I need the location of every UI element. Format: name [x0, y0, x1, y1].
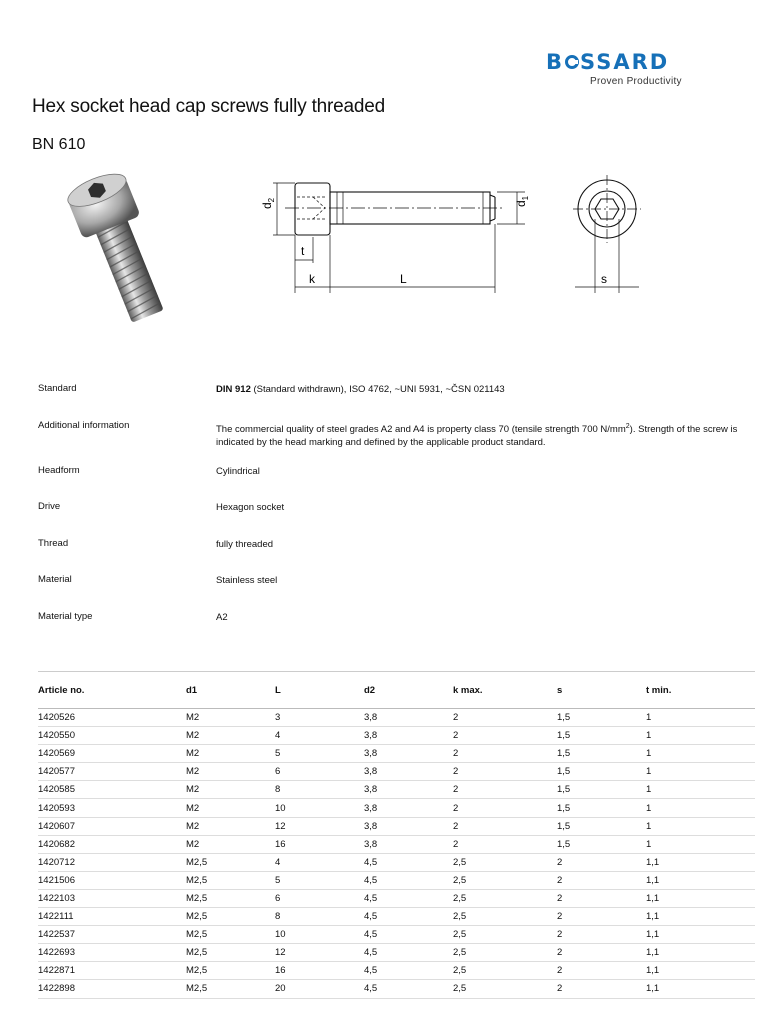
- cell-k-max: 2,5: [453, 962, 557, 980]
- property-value: [216, 383, 750, 396]
- table-row: [38, 926, 755, 944]
- property-material-type: [38, 611, 750, 648]
- cell-k-max: 2: [453, 709, 557, 727]
- cell-article-no[interactable]: 1420712: [38, 853, 186, 871]
- cell-L: 20: [275, 980, 364, 998]
- property-standard: [38, 383, 750, 420]
- cell-d1: M2: [186, 763, 275, 781]
- cell-k-max: 2,5: [453, 853, 557, 871]
- cell-article-no[interactable]: 1420526: [38, 709, 186, 727]
- property-value: fully threaded: [216, 538, 274, 550]
- cell-k-max: 2: [453, 727, 557, 745]
- property-drive: [38, 501, 750, 538]
- properties-list: [38, 383, 750, 647]
- cell-s: 2: [557, 853, 646, 871]
- cell-t-min: 1,1: [646, 871, 755, 889]
- cell-article-no[interactable]: 1422111: [38, 908, 186, 926]
- cell-t-min: 1,1: [646, 889, 755, 907]
- cell-article-no[interactable]: 1422537: [38, 926, 186, 944]
- property-label: Drive: [38, 501, 61, 512]
- cell-d2: 3,8: [364, 835, 453, 853]
- column-header-t-min: t min.: [646, 672, 755, 709]
- cell-t-min: 1,1: [646, 962, 755, 980]
- cell-k-max: 2,5: [453, 889, 557, 907]
- cell-L: 4: [275, 727, 364, 745]
- property-headform: [38, 465, 750, 502]
- cell-article-no[interactable]: 1420577: [38, 763, 186, 781]
- table-row: [38, 980, 755, 998]
- cell-d1: M2: [186, 781, 275, 799]
- table-row: [38, 853, 755, 871]
- product-code: BN 610: [32, 136, 86, 153]
- cell-t-min: 1: [646, 781, 755, 799]
- cell-d1: M2,5: [186, 853, 275, 871]
- cell-t-min: 1: [646, 835, 755, 853]
- property-value: A2: [216, 611, 228, 623]
- cell-d1: M2,5: [186, 944, 275, 962]
- cell-s: 1,5: [557, 781, 646, 799]
- cell-s: 1,5: [557, 709, 646, 727]
- table-body: [38, 709, 755, 999]
- cell-t-min: 1: [646, 727, 755, 745]
- cell-article-no[interactable]: 1420593: [38, 799, 186, 817]
- cell-t-min: 1: [646, 817, 755, 835]
- property-label: Additional information: [38, 419, 130, 431]
- cell-t-min: 1,1: [646, 944, 755, 962]
- cell-t-min: 1: [646, 709, 755, 727]
- cell-s: 2: [557, 962, 646, 980]
- table-row: [38, 871, 755, 889]
- cell-t-min: 1,1: [646, 853, 755, 871]
- property-value: [216, 420, 750, 449]
- cell-d1: M2,5: [186, 926, 275, 944]
- brand-o-icon: [565, 55, 579, 69]
- cell-k-max: 2: [453, 781, 557, 799]
- cell-L: 6: [275, 763, 364, 781]
- cell-d2: 3,8: [364, 817, 453, 835]
- cell-L: 8: [275, 908, 364, 926]
- brand-letters: SSARD: [580, 50, 670, 74]
- property-value: Cylindrical: [216, 465, 260, 477]
- cell-d1: M2: [186, 835, 275, 853]
- cell-s: 2: [557, 980, 646, 998]
- cell-d1: M2,5: [186, 980, 275, 998]
- cell-d1: M2,5: [186, 889, 275, 907]
- label-d1: $d_1$: [514, 195, 530, 207]
- cell-s: 1,5: [557, 727, 646, 745]
- label-L: L: [400, 272, 407, 286]
- cell-s: 1,5: [557, 835, 646, 853]
- cell-s: 2: [557, 871, 646, 889]
- cell-article-no[interactable]: 1422898: [38, 980, 186, 998]
- cell-s: 1,5: [557, 763, 646, 781]
- label-s: s: [601, 272, 607, 286]
- cell-d1: M2: [186, 799, 275, 817]
- cell-t-min: 1,1: [646, 980, 755, 998]
- table-row: [38, 889, 755, 907]
- table-row: [38, 962, 755, 980]
- property-value-text: The commercial quality of steel grades A2 and A4 is property class 70 (tensile strength 700 N/mm: [216, 423, 626, 435]
- brand-wordmark: [546, 50, 686, 74]
- cell-article-no[interactable]: 1422693: [38, 944, 186, 962]
- cell-k-max: 2: [453, 745, 557, 763]
- table-row: [38, 763, 755, 781]
- cell-L: 4: [275, 853, 364, 871]
- cell-t-min: 1: [646, 745, 755, 763]
- cell-L: 3: [275, 709, 364, 727]
- cell-d1: M2,5: [186, 908, 275, 926]
- cell-d2: 3,8: [364, 727, 453, 745]
- cell-L: 10: [275, 799, 364, 817]
- cell-d1: M2,5: [186, 962, 275, 980]
- property-additional-information: [38, 420, 750, 465]
- cell-k-max: 2,5: [453, 980, 557, 998]
- standard-link[interactable]: DIN 912: [216, 384, 251, 395]
- cell-d2: 4,5: [364, 871, 453, 889]
- property-value-text: ). Strength of the screw is indicated by the head marking and defined by the applicable product standard.: [216, 423, 738, 448]
- cell-L: 8: [275, 781, 364, 799]
- cell-s: 2: [557, 926, 646, 944]
- cell-k-max: 2,5: [453, 926, 557, 944]
- table-row: [38, 908, 755, 926]
- cell-L: 10: [275, 926, 364, 944]
- cell-s: 1,5: [557, 799, 646, 817]
- cell-s: 2: [557, 908, 646, 926]
- cell-L: 12: [275, 944, 364, 962]
- cell-d2: 4,5: [364, 980, 453, 998]
- cell-d2: 3,8: [364, 709, 453, 727]
- cell-article-no[interactable]: 1420607: [38, 817, 186, 835]
- table-row: [38, 944, 755, 962]
- cell-article-no[interactable]: 1420550: [38, 727, 186, 745]
- property-label: Thread: [38, 537, 69, 549]
- product-title: Hex socket head cap screws fully threaded: [32, 96, 385, 117]
- cell-k-max: 2: [453, 835, 557, 853]
- cell-k-max: 2: [453, 817, 557, 835]
- column-header-k-max: k max.: [453, 672, 557, 709]
- property-value: Hexagon socket: [216, 502, 285, 513]
- cell-t-min: 1,1: [646, 908, 755, 926]
- technical-drawing: [255, 165, 655, 300]
- cell-k-max: 2: [453, 799, 557, 817]
- table-row: [38, 799, 755, 817]
- cell-L: 5: [275, 745, 364, 763]
- cell-k-max: 2,5: [453, 944, 557, 962]
- property-label: Material type: [38, 610, 93, 622]
- cell-article-no[interactable]: 1420682: [38, 835, 186, 853]
- cell-d2: 3,8: [364, 763, 453, 781]
- property-value: Stainless steel: [216, 575, 278, 586]
- cell-L: 5: [275, 871, 364, 889]
- brand-logo: [546, 50, 686, 87]
- cell-d1: M2: [186, 727, 275, 745]
- cell-d2: 4,5: [364, 908, 453, 926]
- property-label: Headform: [38, 464, 80, 476]
- property-thread: [38, 538, 750, 575]
- cell-t-min: 1: [646, 763, 755, 781]
- cell-k-max: 2,5: [453, 871, 557, 889]
- property-value-superscript: 2: [625, 422, 630, 430]
- table-row: [38, 835, 755, 853]
- column-header-L: L: [275, 672, 364, 709]
- property-label: Standard: [38, 383, 77, 394]
- cell-t-min: 1: [646, 799, 755, 817]
- cell-d2: 4,5: [364, 926, 453, 944]
- cell-L: 16: [275, 962, 364, 980]
- cell-d2: 3,8: [364, 781, 453, 799]
- table-row: [38, 709, 755, 727]
- cell-d2: 4,5: [364, 962, 453, 980]
- cell-article-no[interactable]: 1421506: [38, 871, 186, 889]
- column-header-s: s: [557, 672, 646, 709]
- cell-article-no[interactable]: 1420585: [38, 781, 186, 799]
- screw-photo: [60, 170, 210, 330]
- article-table: [38, 671, 755, 999]
- cell-d2: 4,5: [364, 889, 453, 907]
- property-value-text: (Standard withdrawn), ISO 4762, ~UNI 5931, ~ČSN 021143: [250, 384, 505, 395]
- property-material: [38, 574, 750, 611]
- cell-article-no[interactable]: 1420569: [38, 745, 186, 763]
- cell-s: 1,5: [557, 817, 646, 835]
- cell-article-no[interactable]: 1422871: [38, 962, 186, 980]
- brand-tagline: Proven Productivity: [590, 76, 682, 87]
- cell-s: 2: [557, 944, 646, 962]
- cell-s: 2: [557, 889, 646, 907]
- property-label: Material: [38, 574, 72, 585]
- cell-L: 12: [275, 817, 364, 835]
- cell-L: 16: [275, 835, 364, 853]
- label-d2: $d_2$: [260, 197, 276, 209]
- cell-L: 6: [275, 889, 364, 907]
- label-t: t: [301, 244, 305, 258]
- brand-letter: B: [546, 50, 565, 74]
- cell-d1: M2: [186, 745, 275, 763]
- label-k: k: [309, 272, 315, 286]
- cell-t-min: 1,1: [646, 926, 755, 944]
- table-row: [38, 727, 755, 745]
- cell-s: 1,5: [557, 745, 646, 763]
- cell-d1: M2: [186, 817, 275, 835]
- cell-article-no[interactable]: 1422103: [38, 889, 186, 907]
- cell-k-max: 2,5: [453, 908, 557, 926]
- table-row: [38, 781, 755, 799]
- cell-d2: 3,8: [364, 745, 453, 763]
- column-header-article-no: Article no.: [38, 672, 186, 709]
- column-header-d2: d2: [364, 672, 453, 709]
- table-row: [38, 745, 755, 763]
- column-header-d1: d1: [186, 672, 275, 709]
- cell-d1: M2: [186, 709, 275, 727]
- cell-d2: 4,5: [364, 944, 453, 962]
- cell-k-max: 2: [453, 763, 557, 781]
- table-header-row: [38, 672, 755, 709]
- table-row: [38, 817, 755, 835]
- cell-d1: M2,5: [186, 871, 275, 889]
- cell-d2: 3,8: [364, 799, 453, 817]
- cell-d2: 4,5: [364, 853, 453, 871]
